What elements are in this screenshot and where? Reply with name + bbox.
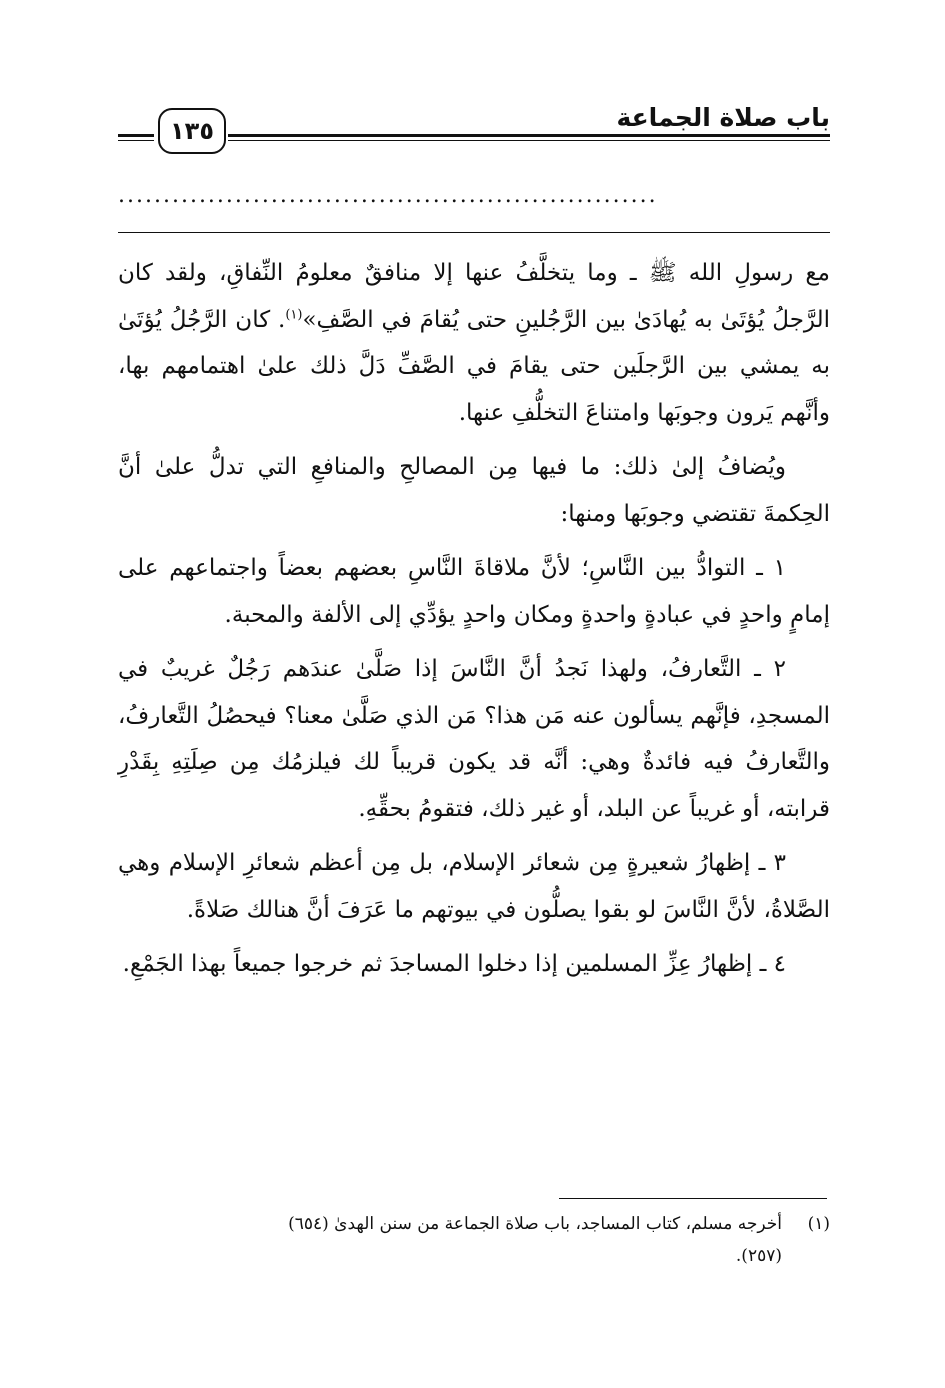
list-item-4: ٤ ـ إظهارُ عِزِّ المسلمين إذا دخلوا المساجدَ ثم خرجوا جميعاً بهذا الجَمْعِ. [122, 951, 786, 977]
paragraph-2: ويُضافُ إلىٰ ذلك: ما فيها مِن المصالحِ والمنافعِ التي تدلُّ علىٰ أنَّ الحِكمةَ تقتضي وجوبَها ومنها: [118, 454, 830, 527]
footnote-rule [559, 1198, 827, 1199]
list-item-1: ١ ـ التوادُّ بين النَّاسِ؛ لأنَّ ملاقاةَ النَّاسِ بعضهم بعضاً واجتماعهم على إمامٍ واحدٍ في عبادةٍ واحدةٍ ومكان واحدٍ يؤدِّي إلى الألفة والمحبة. [118, 555, 830, 628]
footnote [118, 1208, 830, 1272]
header-rule-short [118, 134, 154, 141]
footnote-line-2: (٢٥٧). [735, 1246, 782, 1266]
paragraph-1-continuation: . كان الرَّجُلُ يُؤتَىٰ به يمشي بين الرَّجلَين حتى يقامَ في الصَّفِّ دَلَّ ذلك علىٰ اهتمامهم بها، وأنَّهم يَرون وجوبَها وامتناعَ التخلُّفِ عنها. [118, 306, 830, 426]
list-item-2: ٢ ـ التَّعارفُ، ولهذا نَجدُ أنَّ النَّاسَ إذا صَلَّىٰ عندَهم رَجُلٌ غريبٌ في المسجدِ، فإنَّهم يسألون عنه مَن هذا؟ مَن الذي صَلَّىٰ معنا؟ فيحصُلُ التَّعارفُ، والتَّعارفُ فيه فائدةٌ وهي: أنَّه قد يكون قريباً لك فيلزمُك مِن صِلَتِهِ بِقَدْرِ قرابته، أو غريباً عن البلد، أو غير ذلك، فتقومُ بحقِّهِ. [118, 656, 830, 822]
dotted-separator: ............................................................ [118, 184, 658, 208]
page-number: ١٣٥ [158, 108, 226, 154]
footnote-reference: (١) [285, 306, 303, 322]
paragraph-1 [118, 250, 830, 436]
running-title: باب صلاة الجماعة [616, 103, 830, 132]
header-rule [228, 134, 830, 141]
page-header [118, 96, 830, 160]
list-item-3: ٣ ـ إظهارُ شعيرةٍ مِن شعائر الإسلام، بل مِن أعظم شعائرِ الإسلام وهي الصَّلاةُ، لأنَّ النَّاسَ لو بقوا يصلُّون في بيوتهم ما عَرَفَ أنَّ هنالك صَلاةً. [118, 850, 830, 923]
footnote-text: أخرجه مسلم، كتاب المساجد، باب صلاة الجماعة من سنن الهدىٰ (٦٥٤) [288, 1214, 782, 1234]
text-top-rule [118, 232, 830, 233]
paragraph-1-text: مع رسولِ الله ﷺ ـ وما يتخلَّفُ عنها إلا منافقٌ معلومُ النِّفاقِ، ولقد كان الرَّجلُ يُؤتَىٰ به يُهادَىٰ بين الرَّجُلينِ حتى يُقامَ في الصَّفِ» [118, 260, 831, 333]
main-text [118, 250, 830, 988]
footnote-number: (١) [807, 1214, 830, 1234]
footnote-line-1 [118, 1208, 830, 1240]
